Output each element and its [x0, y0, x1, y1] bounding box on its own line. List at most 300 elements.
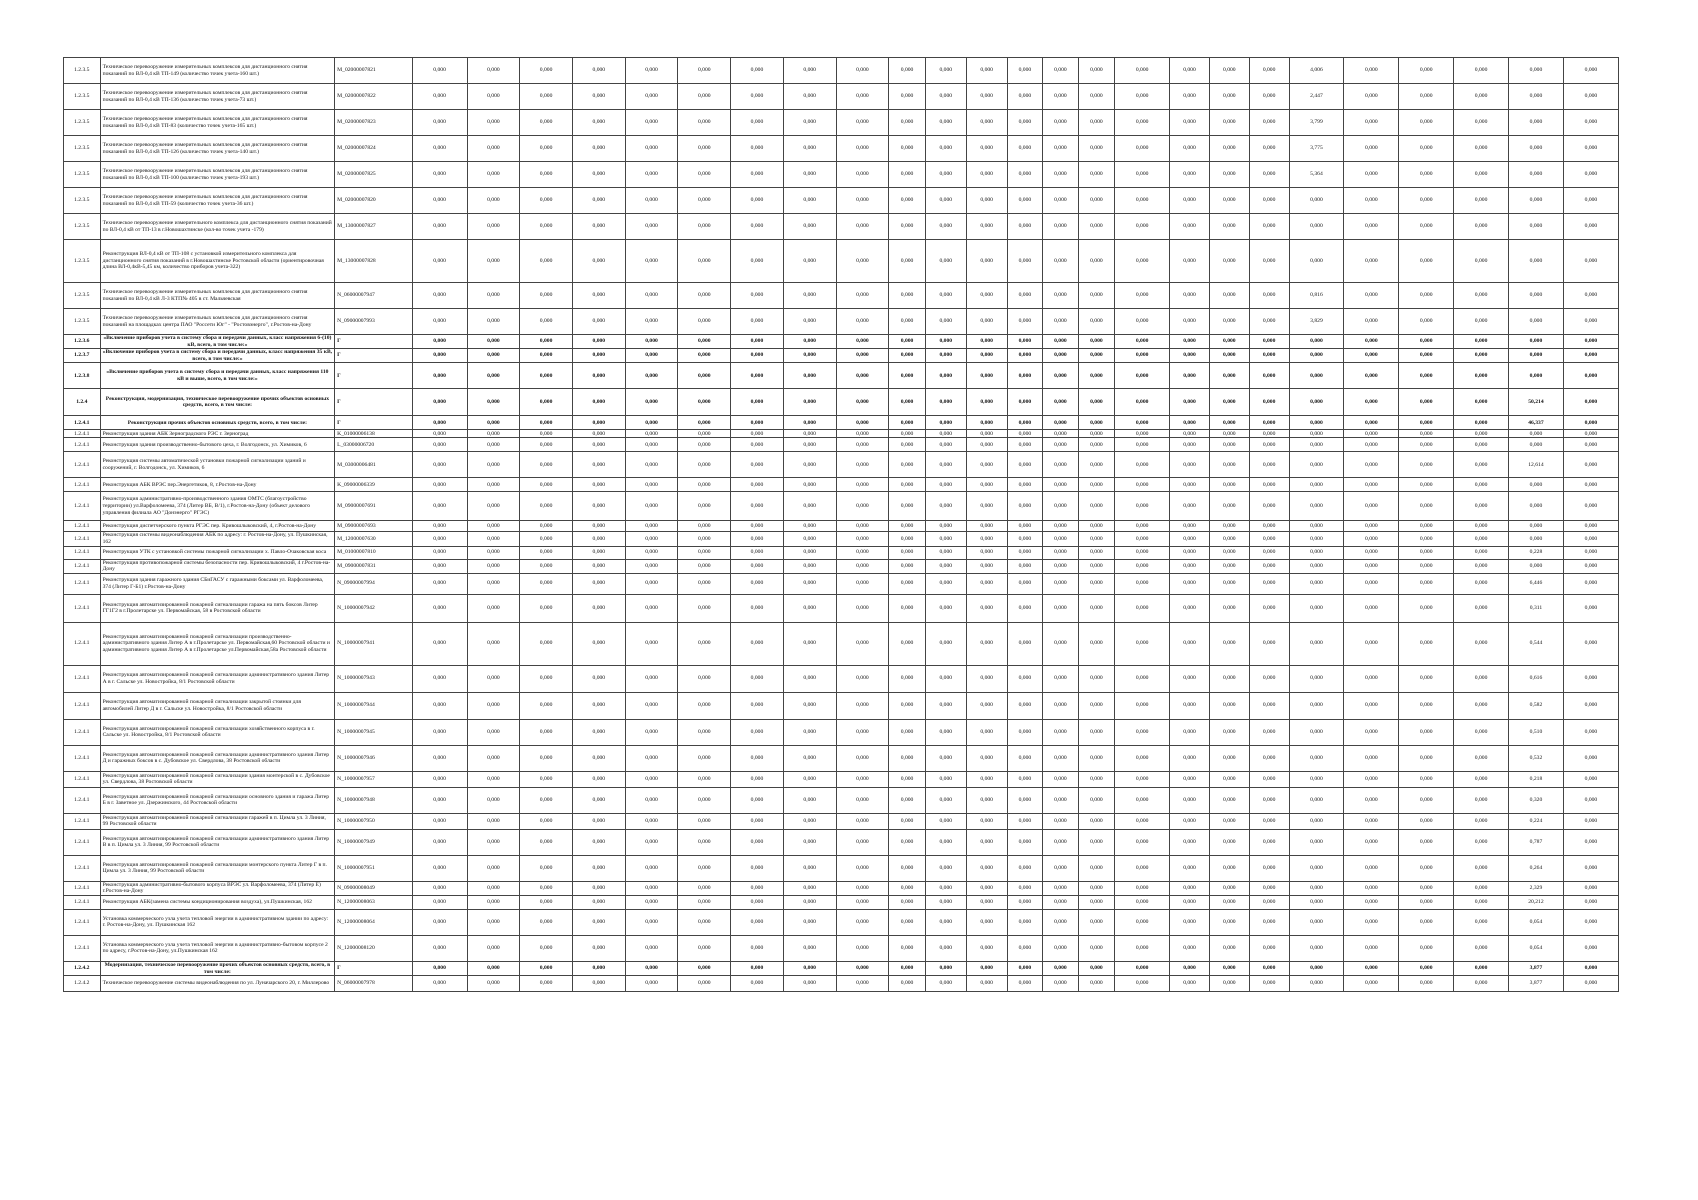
- value-cell: 0,000: [1289, 855, 1344, 881]
- value-cell: 0,000: [1170, 909, 1210, 935]
- value-cell: 0,000: [520, 416, 573, 430]
- value-cell: 0,000: [836, 573, 889, 594]
- value-cell: 0,000: [1344, 110, 1399, 136]
- value-cell: 0,000: [1344, 452, 1399, 478]
- value-cell: 0,000: [467, 110, 520, 136]
- value-cell: 0,000: [1454, 214, 1509, 240]
- value-cell: 0,000: [1399, 521, 1454, 532]
- value-cell: 0,000: [925, 58, 966, 84]
- value-cell: 0,000: [1007, 976, 1043, 992]
- value-cell: 0,264: [1509, 855, 1564, 881]
- value-cell: 0,000: [678, 240, 731, 283]
- value-cell: 0,000: [1078, 665, 1115, 692]
- value-cell: 0,000: [925, 240, 966, 283]
- value-cell: 3,829: [1289, 309, 1344, 335]
- value-cell: 0,000: [836, 430, 889, 438]
- value-cell: 0,000: [1399, 573, 1454, 594]
- value-cell: 0,000: [1043, 855, 1079, 881]
- value-cell: 0,000: [412, 665, 467, 692]
- value-cell: 0,000: [678, 521, 731, 532]
- value-cell: 0,000: [836, 389, 889, 416]
- value-cell: 0,000: [966, 58, 1007, 84]
- value-cell: 0,000: [625, 546, 678, 559]
- value-cell: 0,000: [625, 438, 678, 452]
- value-cell: 0,000: [966, 622, 1007, 665]
- value-cell: 0,000: [966, 787, 1007, 813]
- value-cell: 0,000: [678, 110, 731, 136]
- value-cell: 0,000: [925, 622, 966, 665]
- value-cell: 0,000: [467, 214, 520, 240]
- value-cell: 0,000: [836, 416, 889, 430]
- project-code-cell: M_09000007693: [335, 521, 412, 532]
- value-cell: 0,000: [1399, 240, 1454, 283]
- value-cell: 0,000: [1043, 895, 1079, 909]
- value-cell: 0,000: [836, 719, 889, 745]
- value-cell: 0,000: [1249, 745, 1289, 771]
- value-cell: 0,000: [1007, 559, 1043, 573]
- value-cell: 0,000: [1563, 416, 1618, 430]
- value-cell: 0,000: [467, 665, 520, 692]
- value-cell: 0,000: [625, 84, 678, 110]
- value-cell: 0,000: [1007, 909, 1043, 935]
- project-code-cell: M_13000007828: [335, 240, 412, 283]
- value-cell: 0,000: [412, 58, 467, 84]
- value-cell: 0,000: [1209, 532, 1249, 546]
- value-cell: 0,000: [1209, 162, 1249, 188]
- value-cell: 0,000: [783, 521, 836, 532]
- value-cell: 0,000: [1399, 58, 1454, 84]
- value-cell: 0,000: [412, 719, 467, 745]
- value-cell: 0,000: [966, 430, 1007, 438]
- value-cell: 0,000: [1289, 363, 1344, 389]
- value-cell: 0,000: [1078, 787, 1115, 813]
- value-cell: 0,000: [412, 546, 467, 559]
- value-cell: 0,000: [925, 719, 966, 745]
- value-cell: 0,000: [731, 349, 784, 363]
- value-cell: 0,000: [1170, 771, 1210, 787]
- value-cell: 0,000: [1563, 935, 1618, 961]
- project-name-cell: Установка коммерческого узла учета тепловой энергии в административно-бытовом корпусе 2 по адресу, г.Ростов-на-Дону, ул.Пушкинская 162: [100, 935, 335, 961]
- value-cell: 0,000: [1170, 594, 1210, 622]
- table-row: [64, 349, 1619, 363]
- value-cell: 0,000: [1043, 573, 1079, 594]
- table-row: [64, 136, 1619, 162]
- value-cell: 0,000: [731, 58, 784, 84]
- value-cell: 0,000: [1563, 532, 1618, 546]
- value-cell: 0,000: [1563, 976, 1618, 992]
- value-cell: 0,000: [1344, 58, 1399, 84]
- value-cell: 0,000: [1563, 363, 1618, 389]
- value-cell: 0,000: [1249, 389, 1289, 416]
- value-cell: 0,000: [467, 478, 520, 492]
- value-cell: 0,000: [1454, 573, 1509, 594]
- value-cell: 0,000: [783, 573, 836, 594]
- value-cell: 0,000: [783, 692, 836, 719]
- row-number-cell: 1.2.4.1: [64, 622, 101, 665]
- project-name-cell: Реконструкция автоматизированной пожарной сигнализации производственно-административного здания Литер А в г.Пролетарске ул. Первомайская,60 Ростовской области и административного здания Литер А в г.Пролетарске ул.Первомайская,58а Ростовской области: [100, 622, 335, 665]
- value-cell: 0,000: [1007, 430, 1043, 438]
- row-number-cell: 1.2.4.1: [64, 594, 101, 622]
- value-cell: 0,000: [1043, 787, 1079, 813]
- value-cell: 0,000: [966, 214, 1007, 240]
- value-cell: 0,000: [966, 895, 1007, 909]
- value-cell: 0,000: [925, 521, 966, 532]
- value-cell: 0,000: [783, 335, 836, 349]
- value-cell: 0,000: [520, 895, 573, 909]
- value-cell: 0,000: [889, 532, 926, 546]
- value-cell: 0,000: [783, 895, 836, 909]
- value-cell: 0,000: [520, 909, 573, 935]
- value-cell: 0,054: [1509, 935, 1564, 961]
- project-code-cell: Г: [335, 416, 412, 430]
- value-cell: 0,000: [1289, 335, 1344, 349]
- value-cell: 0,000: [678, 309, 731, 335]
- project-code-cell: N_12000008063: [335, 895, 412, 909]
- value-cell: 0,000: [1043, 559, 1079, 573]
- value-cell: 0,000: [520, 976, 573, 992]
- project-code-cell: M_02000007823: [335, 110, 412, 136]
- value-cell: 0,000: [889, 881, 926, 895]
- value-cell: 0,000: [1563, 855, 1618, 881]
- value-cell: 0,000: [572, 961, 625, 975]
- value-cell: 0,000: [1115, 829, 1170, 855]
- value-cell: 0,000: [889, 521, 926, 532]
- value-cell: 0,000: [1399, 829, 1454, 855]
- value-cell: 0,000: [412, 240, 467, 283]
- value-cell: 0,000: [1249, 771, 1289, 787]
- project-name-cell: Реконструкция ВЛ-0,4 кВ от ТП-108 с установкой измерительного комплекса для дистанционного снятия показаний в г.Новошахтинске Ростовской области (ориентировочная длина ВЛ-0,4кВ-5,45 км, количество приборов учета-322): [100, 240, 335, 283]
- value-cell: 0,000: [1115, 110, 1170, 136]
- value-cell: 0,000: [966, 719, 1007, 745]
- value-cell: 0,000: [1170, 430, 1210, 438]
- value-cell: 0,000: [731, 745, 784, 771]
- value-cell: 0,000: [467, 909, 520, 935]
- value-cell: 0,000: [1563, 162, 1618, 188]
- value-cell: 0,000: [625, 309, 678, 335]
- value-cell: 3,877: [1509, 961, 1564, 975]
- value-cell: 0,000: [1115, 532, 1170, 546]
- value-cell: 0,000: [412, 895, 467, 909]
- value-cell: 0,000: [1289, 881, 1344, 895]
- value-cell: 0,000: [467, 813, 520, 829]
- value-cell: 0,000: [836, 492, 889, 521]
- value-cell: 0,000: [572, 976, 625, 992]
- project-code-cell: K_09000006339: [335, 478, 412, 492]
- value-cell: 0,000: [1170, 813, 1210, 829]
- value-cell: 0,000: [467, 881, 520, 895]
- table-row: [64, 961, 1619, 975]
- value-cell: 0,000: [1007, 961, 1043, 975]
- value-cell: 0,000: [1289, 532, 1344, 546]
- value-cell: 0,000: [572, 855, 625, 881]
- value-cell: 0,000: [1344, 162, 1399, 188]
- value-cell: 0,000: [1209, 813, 1249, 829]
- value-cell: 0,000: [1249, 829, 1289, 855]
- value-cell: 0,000: [625, 829, 678, 855]
- value-cell: 0,000: [625, 521, 678, 532]
- value-cell: 0,000: [625, 283, 678, 309]
- value-cell: 0,000: [1249, 188, 1289, 214]
- value-cell: 0,000: [1563, 692, 1618, 719]
- value-cell: 0,000: [1115, 438, 1170, 452]
- value-cell: 0,000: [1563, 881, 1618, 895]
- project-code-cell: N_12000008120: [335, 935, 412, 961]
- value-cell: 0,000: [966, 335, 1007, 349]
- value-cell: 0,000: [1170, 438, 1210, 452]
- value-cell: 0,000: [678, 438, 731, 452]
- table-row: [64, 573, 1619, 594]
- value-cell: 0,000: [836, 283, 889, 309]
- value-cell: 0,000: [1454, 309, 1509, 335]
- value-cell: 0,000: [836, 438, 889, 452]
- value-cell: 0,000: [1344, 665, 1399, 692]
- value-cell: 0,000: [783, 478, 836, 492]
- project-code-cell: Г: [335, 961, 412, 975]
- value-cell: 0,000: [1563, 110, 1618, 136]
- project-name-cell: Реконструкция автоматизированной пожарной сигнализации здания монтерской в с. Дубовское ул. Свердлова, 38 Ростовской области: [100, 771, 335, 787]
- value-cell: 0,000: [1043, 521, 1079, 532]
- value-cell: 0,000: [1007, 881, 1043, 895]
- row-number-cell: 1.2.4.1: [64, 813, 101, 829]
- value-cell: 0,000: [1078, 452, 1115, 478]
- value-cell: 0,000: [1249, 84, 1289, 110]
- value-cell: 0,000: [966, 855, 1007, 881]
- value-cell: 0,000: [1170, 961, 1210, 975]
- project-name-cell: Реконструкция системы видеонаблюдения АБК по адресу: г. Ростов-на-Дону, ул. Пушкинская, 162: [100, 532, 335, 546]
- value-cell: 0,000: [1078, 546, 1115, 559]
- value-cell: 0,000: [678, 692, 731, 719]
- value-cell: 0,000: [678, 492, 731, 521]
- row-number-cell: 1.2.3.5: [64, 58, 101, 84]
- value-cell: 0,000: [1078, 895, 1115, 909]
- value-cell: 0,000: [678, 546, 731, 559]
- value-cell: 0,000: [1078, 492, 1115, 521]
- project-name-cell: Техническое перевооружение измерительных комплексов для дистанционного снятия показаний по ВЛ-0,4 кВ ТП-149 (количество точек учета-160 шт.): [100, 58, 335, 84]
- value-cell: 0,000: [1007, 283, 1043, 309]
- value-cell: 0,000: [1454, 532, 1509, 546]
- value-cell: 0,000: [412, 935, 467, 961]
- value-cell: 0,000: [966, 136, 1007, 162]
- value-cell: 0,000: [836, 478, 889, 492]
- value-cell: 0,000: [889, 110, 926, 136]
- value-cell: 0,000: [1563, 309, 1618, 335]
- row-number-cell: 1.2.4.1: [64, 771, 101, 787]
- value-cell: 0,000: [836, 349, 889, 363]
- value-cell: 0,000: [1289, 416, 1344, 430]
- value-cell: 0,000: [412, 521, 467, 532]
- value-cell: 0,000: [1115, 84, 1170, 110]
- value-cell: 0,000: [1007, 110, 1043, 136]
- value-cell: 0,224: [1509, 813, 1564, 829]
- value-cell: 0,000: [836, 594, 889, 622]
- value-cell: 0,000: [572, 532, 625, 546]
- value-cell: 0,000: [625, 452, 678, 478]
- value-cell: 0,000: [1249, 309, 1289, 335]
- value-cell: 0,000: [836, 829, 889, 855]
- value-cell: 0,000: [836, 546, 889, 559]
- value-cell: 0,000: [966, 283, 1007, 309]
- value-cell: 0,000: [1454, 438, 1509, 452]
- value-cell: 0,000: [1454, 162, 1509, 188]
- row-number-cell: 1.2.4.1: [64, 521, 101, 532]
- value-cell: 0,000: [1289, 521, 1344, 532]
- value-cell: 6,446: [1509, 573, 1564, 594]
- table-row: [64, 309, 1619, 335]
- value-cell: 0,000: [1289, 573, 1344, 594]
- value-cell: 0,000: [783, 492, 836, 521]
- investment-program-sheet: [63, 57, 1619, 992]
- value-cell: 0,000: [520, 188, 573, 214]
- value-cell: 0,000: [467, 829, 520, 855]
- value-cell: 0,000: [1170, 389, 1210, 416]
- value-cell: 0,000: [412, 478, 467, 492]
- value-cell: 0,000: [1509, 363, 1564, 389]
- value-cell: 0,000: [783, 438, 836, 452]
- data-table: [63, 57, 1619, 992]
- value-cell: 0,000: [1344, 349, 1399, 363]
- value-cell: 0,000: [1249, 976, 1289, 992]
- value-cell: 0,000: [1454, 665, 1509, 692]
- value-cell: 0,000: [1454, 521, 1509, 532]
- value-cell: 0,000: [889, 430, 926, 438]
- value-cell: 0,000: [1007, 546, 1043, 559]
- value-cell: 0,000: [1249, 162, 1289, 188]
- value-cell: 0,000: [836, 335, 889, 349]
- value-cell: 0,000: [467, 452, 520, 478]
- value-cell: 0,000: [1170, 719, 1210, 745]
- value-cell: 0,000: [678, 594, 731, 622]
- value-cell: 0,000: [1043, 84, 1079, 110]
- value-cell: 0,000: [783, 283, 836, 309]
- project-code-cell: N_10000007943: [335, 665, 412, 692]
- value-cell: 0,000: [1289, 961, 1344, 975]
- value-cell: 0,000: [678, 349, 731, 363]
- value-cell: 0,000: [1344, 881, 1399, 895]
- value-cell: 0,000: [520, 58, 573, 84]
- value-cell: 0,000: [1289, 452, 1344, 478]
- value-cell: 0,000: [1209, 909, 1249, 935]
- value-cell: 0,000: [1454, 349, 1509, 363]
- value-cell: 0,000: [1170, 492, 1210, 521]
- value-cell: 0,000: [412, 594, 467, 622]
- value-cell: 0,000: [925, 546, 966, 559]
- value-cell: 0,000: [925, 84, 966, 110]
- value-cell: 0,000: [520, 745, 573, 771]
- value-cell: 0,000: [572, 162, 625, 188]
- value-cell: 0,000: [1344, 787, 1399, 813]
- value-cell: 0,000: [836, 136, 889, 162]
- value-cell: 0,000: [520, 787, 573, 813]
- value-cell: 0,000: [1344, 430, 1399, 438]
- project-code-cell: N_10000007942: [335, 594, 412, 622]
- project-name-cell: «Включение приборов учета в систему сбора и передачи данных, класс напряжения 110 кВ и выше, всего, в том числе:»: [100, 363, 335, 389]
- value-cell: 0,000: [925, 787, 966, 813]
- value-cell: 0,000: [1249, 935, 1289, 961]
- row-number-cell: 1.2.4.1: [64, 909, 101, 935]
- value-cell: 0,000: [625, 478, 678, 492]
- value-cell: 0,000: [889, 559, 926, 573]
- value-cell: 0,000: [1454, 478, 1509, 492]
- value-cell: 0,000: [1249, 521, 1289, 532]
- value-cell: 0,000: [836, 895, 889, 909]
- value-cell: 0,000: [966, 813, 1007, 829]
- value-cell: 0,000: [1043, 309, 1079, 335]
- project-code-cell: M_02000007825: [335, 162, 412, 188]
- value-cell: 0,000: [467, 309, 520, 335]
- value-cell: 0,000: [625, 622, 678, 665]
- value-cell: 0,000: [467, 416, 520, 430]
- value-cell: 0,000: [1563, 438, 1618, 452]
- value-cell: 0,000: [1007, 438, 1043, 452]
- value-cell: 0,000: [1078, 110, 1115, 136]
- value-cell: 0,000: [1115, 349, 1170, 363]
- value-cell: 0,000: [1209, 961, 1249, 975]
- table-row: [64, 771, 1619, 787]
- value-cell: 0,000: [1563, 430, 1618, 438]
- value-cell: 0,000: [1209, 895, 1249, 909]
- value-cell: 0,000: [678, 214, 731, 240]
- value-cell: 0,000: [1344, 935, 1399, 961]
- project-code-cell: M_02000007822: [335, 84, 412, 110]
- value-cell: 0,000: [889, 363, 926, 389]
- value-cell: 0,000: [1344, 813, 1399, 829]
- value-cell: 0,000: [1209, 855, 1249, 881]
- row-number-cell: 1.2.3.5: [64, 84, 101, 110]
- value-cell: 3,877: [1509, 976, 1564, 992]
- value-cell: 0,000: [1007, 84, 1043, 110]
- value-cell: 0,000: [731, 438, 784, 452]
- value-cell: 0,000: [520, 438, 573, 452]
- value-cell: 0,000: [1289, 976, 1344, 992]
- value-cell: 0,000: [1454, 188, 1509, 214]
- value-cell: 0,000: [572, 546, 625, 559]
- value-cell: 0,000: [1078, 136, 1115, 162]
- project-code-cell: Г: [335, 335, 412, 349]
- project-code-cell: Г: [335, 389, 412, 416]
- value-cell: 0,000: [1399, 976, 1454, 992]
- value-cell: 0,000: [1563, 335, 1618, 349]
- value-cell: 0,000: [783, 363, 836, 389]
- table-row: [64, 594, 1619, 622]
- row-number-cell: 1.2.4.1: [64, 546, 101, 559]
- value-cell: 0,000: [1509, 559, 1564, 573]
- value-cell: 0,000: [1115, 719, 1170, 745]
- value-cell: 0,000: [966, 492, 1007, 521]
- value-cell: 0,000: [1043, 452, 1079, 478]
- table-row: [64, 363, 1619, 389]
- value-cell: 0,000: [520, 363, 573, 389]
- value-cell: 0,000: [1170, 573, 1210, 594]
- value-cell: 0,000: [1289, 935, 1344, 961]
- value-cell: 0,000: [678, 363, 731, 389]
- project-code-cell: N_09000007994: [335, 573, 412, 594]
- value-cell: 0,000: [966, 559, 1007, 573]
- project-name-cell: Реконструкция административно-бытового корпуса ВРЭС ул. Варфоломеева, 374 (Литер Е) г.Ростов-на-Дону: [100, 881, 335, 895]
- value-cell: 0,000: [572, 492, 625, 521]
- table-row: [64, 492, 1619, 521]
- value-cell: 0,000: [520, 478, 573, 492]
- value-cell: 0,000: [1115, 492, 1170, 521]
- value-cell: 0,000: [1509, 335, 1564, 349]
- project-name-cell: «Включение приборов учета в систему сбора и передачи данных, класс напряжения 6-(10) кВ, всего, в том числе:»: [100, 335, 335, 349]
- value-cell: 0,000: [1170, 162, 1210, 188]
- value-cell: 0,000: [1209, 452, 1249, 478]
- value-cell: 0,000: [1078, 349, 1115, 363]
- value-cell: 0,000: [1209, 283, 1249, 309]
- value-cell: 0,000: [836, 214, 889, 240]
- table-body: [64, 58, 1619, 992]
- value-cell: 0,000: [836, 309, 889, 335]
